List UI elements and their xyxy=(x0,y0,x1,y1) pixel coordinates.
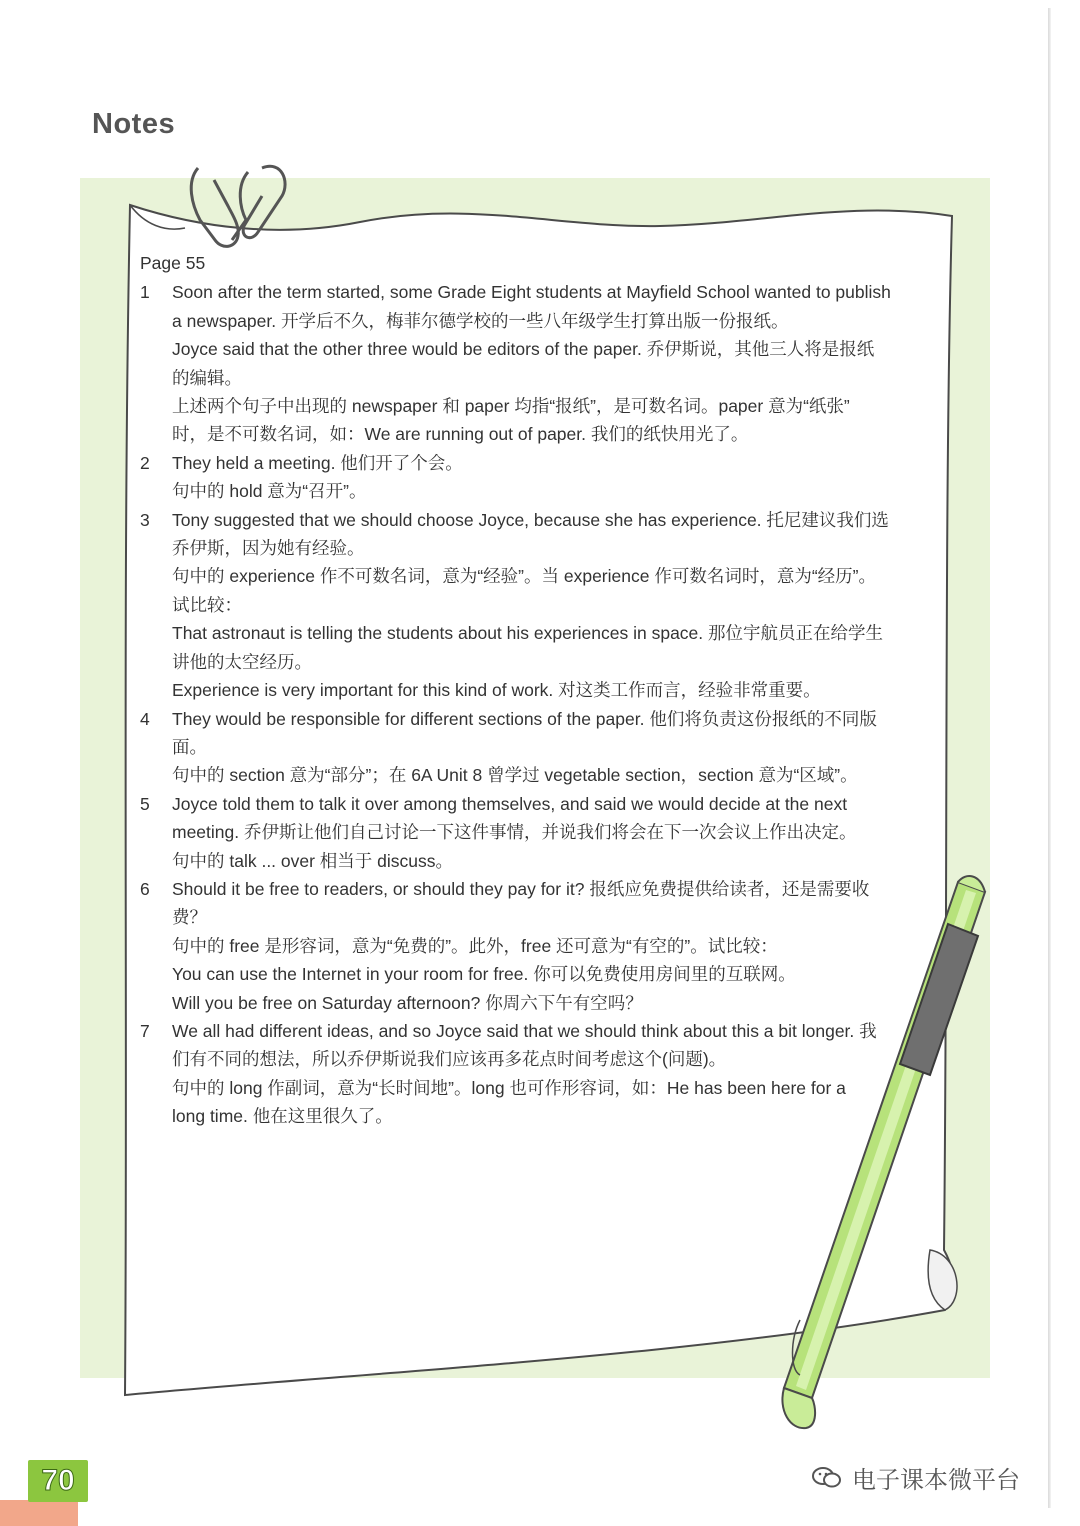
note-item xyxy=(140,1017,950,1131)
note-line: 费？ xyxy=(172,907,207,928)
note-line: They would be responsible for different sections of the paper. 他们将负责这份报纸的不同版 xyxy=(172,708,877,729)
watermark xyxy=(810,1460,1020,1495)
note-line: You can use the Internet in your room for free. 你可以免费使用房间里的互联网。 xyxy=(172,964,796,985)
note-line: 句中的 hold 意为“召开”。 xyxy=(172,481,367,502)
note-item xyxy=(140,506,950,705)
page-reference: Page 55 xyxy=(140,253,206,273)
note-line: 试比较： xyxy=(172,594,242,615)
note-lines xyxy=(172,790,950,875)
wechat-icon xyxy=(810,1464,844,1492)
note-item xyxy=(140,875,950,1017)
note-line: 乔伊斯，因为她有经验。 xyxy=(172,538,365,559)
note-lines xyxy=(172,1017,950,1131)
note-number: 2 xyxy=(140,452,150,473)
note-line: Soon after the term started, some Grade Eight students at Mayfield School wanted to publish xyxy=(172,282,891,303)
note-line: 面。 xyxy=(172,736,207,757)
note-item xyxy=(140,278,950,448)
note-line: They held a meeting. 他们开了个会。 xyxy=(172,452,463,473)
note-line: Should it be free to readers, or should they pay for it? 报纸应免费提供给读者，还是需要收 xyxy=(172,878,870,899)
page-number: 70 xyxy=(28,1460,88,1502)
note-line: 讲他的太空经历。 xyxy=(172,651,312,672)
note-item xyxy=(140,790,950,875)
note-lines xyxy=(172,506,950,705)
note-number: 3 xyxy=(140,509,150,530)
note-line: Will you be free on Saturday afternoon? 你周六下午有空吗？ xyxy=(172,992,643,1013)
page-title: Notes xyxy=(92,108,176,140)
note-lines xyxy=(172,449,950,506)
note-line: long time. 他在这里很久了。 xyxy=(172,1106,393,1127)
note-line: 句中的 experience 作不可数名词，意为“经验”。当 experience 作可数名词时，意为“经历”。 xyxy=(172,566,876,587)
note-line: 句中的 free 是形容词，意为“免费的”。此外，free 还可意为“有空的”。试比较： xyxy=(172,935,778,956)
note-line: 时，是不可数名词，如：We are running out of paper. 我们的纸快用光了。 xyxy=(172,424,749,445)
note-number: 5 xyxy=(140,793,150,814)
note-lines xyxy=(172,278,950,448)
note-line: 们有不同的想法，所以乔伊斯说我们应该再多花点时间考虑这个(问题)。 xyxy=(172,1049,727,1070)
note-line: meeting. 乔伊斯让他们自己讨论一下这件事情，并说我们将会在下一次会议上作出决定。 xyxy=(172,822,857,843)
note-number: 1 xyxy=(140,282,150,303)
note-line: Joyce said that the other three would be editors of the paper. 乔伊斯说，其他三人将是报纸 xyxy=(172,339,875,360)
note-line: 的编辑。 xyxy=(172,367,242,388)
note-line: 句中的 section 意为“部分”；在 6A Unit 8 曾学过 vegetable section，section 意为“区域”。 xyxy=(172,765,858,786)
note-line: Experience is very important for this kind of work. 对这类工作而言，经验非常重要。 xyxy=(172,680,821,701)
note-line: We all had different ideas, and so Joyce said that we should think about this a bit longer. 我 xyxy=(172,1020,877,1041)
watermark-text: 电子课本微平台 xyxy=(852,1467,1020,1494)
note-line: Tony suggested that we should choose Joyce, because she has experience. 托尼建议我们选 xyxy=(172,509,889,530)
note-item xyxy=(140,449,950,506)
page-number-tab xyxy=(0,1500,78,1526)
note-lines xyxy=(172,875,950,1017)
note-lines xyxy=(172,705,950,790)
paper-clip-icon xyxy=(243,166,285,237)
notes-content xyxy=(140,249,950,1131)
note-line: 上述两个句子中出现的 newspaper 和 paper 均指“报纸”，是可数名词。paper 意为“纸张” xyxy=(172,396,850,417)
note-number: 6 xyxy=(140,878,150,899)
note-line: 句中的 talk ... over 相当于 discuss。 xyxy=(172,850,454,871)
note-line: a newspaper. 开学后不久，梅菲尔德学校的一些八年级学生打算出版一份报纸。 xyxy=(172,310,789,331)
note-line: Joyce told them to talk it over among themselves, and said we would decide at the next xyxy=(172,793,848,814)
note-item xyxy=(140,705,950,790)
note-number: 7 xyxy=(140,1020,150,1041)
note-line: That astronaut is telling the students about his experiences in space. 那位宇航员正在给学生 xyxy=(172,623,884,644)
note-number: 4 xyxy=(140,708,150,729)
notes-list xyxy=(140,278,950,1130)
note-line: 句中的 long 作副词，意为“长时间地”。long 也可作形容词，如：He has been here for a xyxy=(172,1077,846,1098)
